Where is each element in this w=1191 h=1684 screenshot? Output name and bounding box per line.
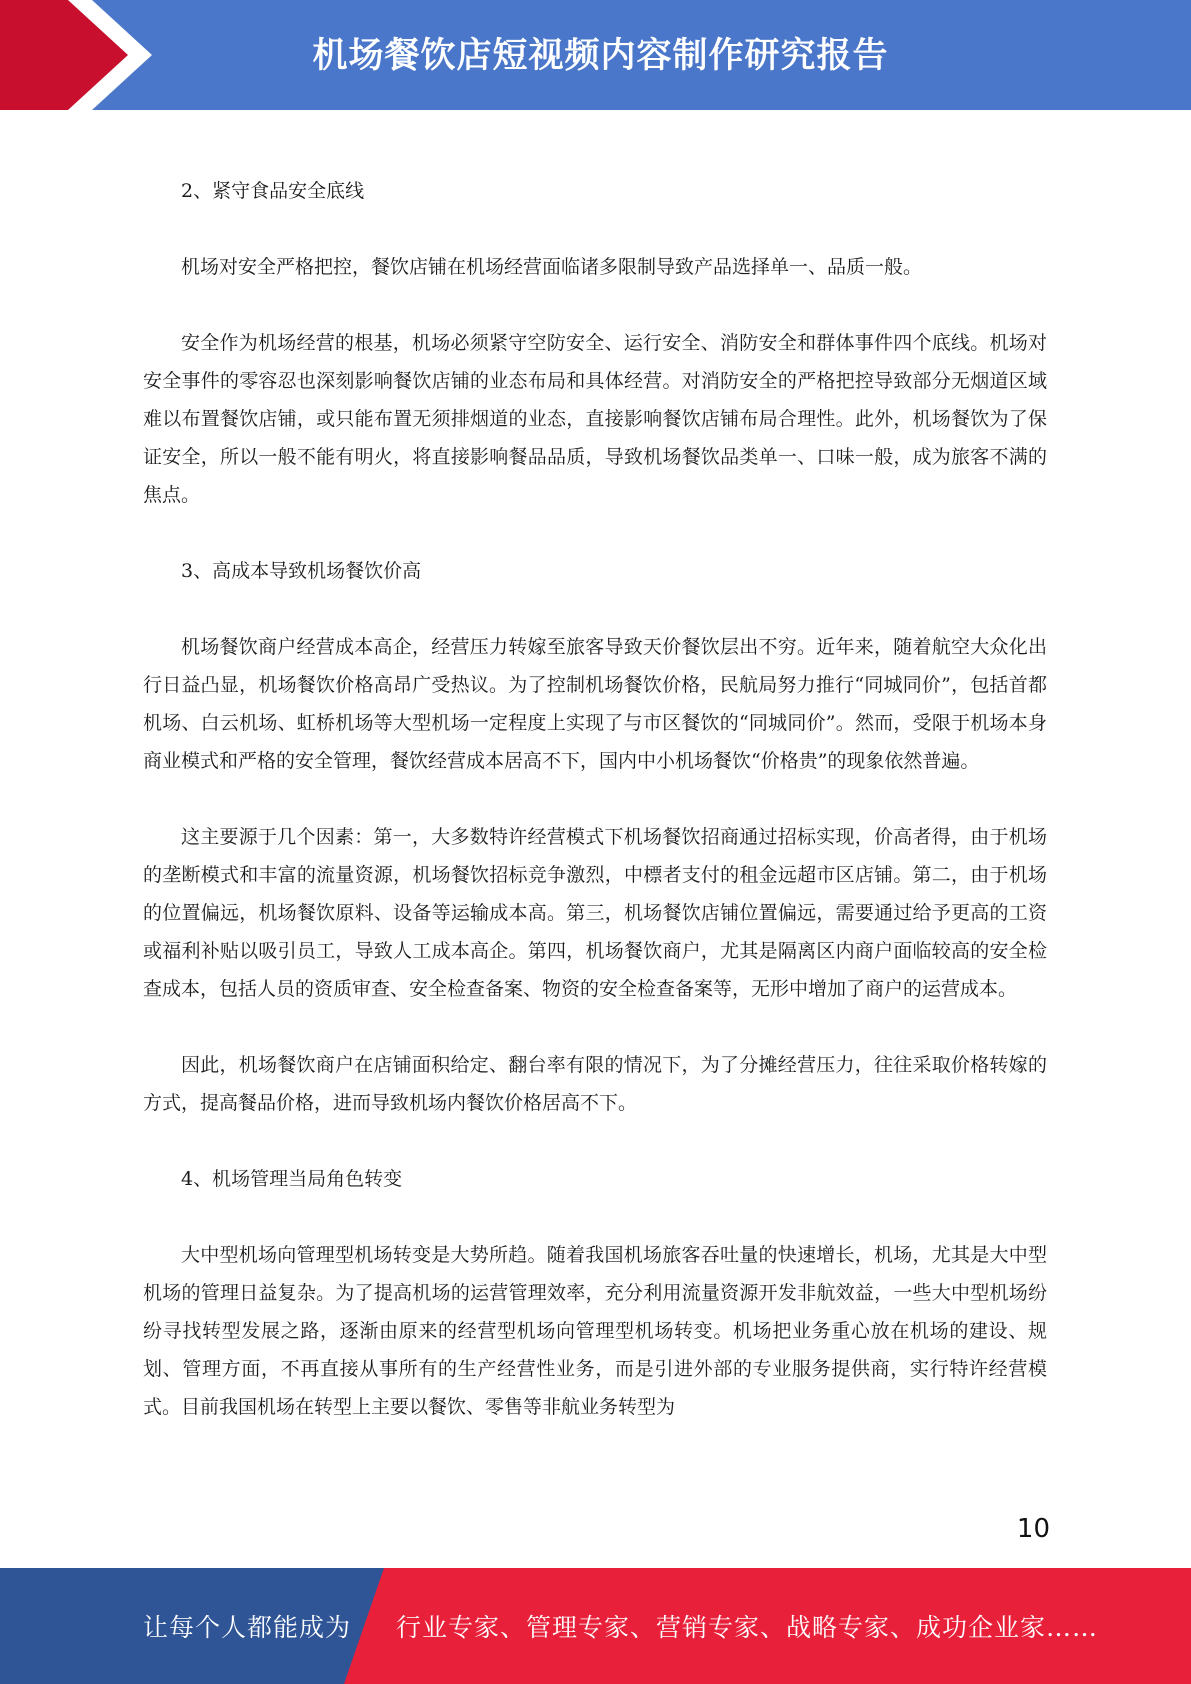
body-paragraph: 大中型机场向管理型机场转变是大势所趋。随着我国机场旅客吞吐量的快速增长，机场，尤其是大中型机场的管理日益复杂。为了提高机场的运营管理效率，充分利用流量资源开发非航效益，一些大中型机场纷纷寻找转型发展之路，逐渐由原来的经营型机场向管理型机场转变。机场把业务重心放在机场的建设、规划、管理方面，不再直接从事所有的生产经营性业务，而是引进外部的专业服务提供商，实行特许经营模式。目前我国机场在转型上主要以餐饮、零售等非航业务转型为: [143, 1244, 1047, 1418]
section-heading-role-change: 4、机场管理当局角色转变: [181, 1168, 403, 1190]
body-paragraph: 安全作为机场经营的根基，机场必须紧守空防安全、运行安全、消防安全和群体事件四个底线。机场对安全事件的零容忍也深刻影响餐饮店铺的业态布局和具体经营。对消防安全的严格把控导致部分无烟道区域难以布置餐饮店铺，或只能布置无须排烟道的业态，直接影响餐饮店铺布局合理性。此外，机场餐饮为了保证安全，所以一般不能有明火，将直接影响餐品品质，导致机场餐饮品类单一、口味一般，成为旅客不满的焦点。: [143, 332, 1047, 506]
body-paragraph: 这主要源于几个因素：第一，大多数特许经营模式下机场餐饮招商通过招标实现，价高者得，由于机场的垄断模式和丰富的流量资源，机场餐饮招标竞争激烈，中標者支付的租金远超市区店铺。第二，由于机场的位置偏远，机场餐饮原料、设备等运输成本高。第三，机场餐饮店铺位置偏远，需要通过给予更高的工资或福利补贴以吸引员工，导致人工成本高企。第四，机场餐饮商户，尤其是隔离区内商户面临较高的安全检查成本，包括人员的资质审查、安全检查备案、物资的安全检查备案等，无形中增加了商户的运营成本。: [143, 826, 1047, 1000]
body-paragraph: 因此，机场餐饮商户在店铺面积给定、翻台率有限的情况下，为了分摊经营压力，往往采取价格转嫁的方式，提高餐品价格，进而导致机场内餐饮价格居高不下。: [143, 1054, 1047, 1114]
page-header: [0, 0, 1191, 110]
footer-slogan-right: 行业专家、管理专家、营销专家、战略专家、成功企业家……: [396, 1613, 1099, 1642]
footer-slogan-left: 让每个人都能成为: [143, 1613, 352, 1642]
report-title: 机场餐饮店短视频内容制作研究报告: [312, 36, 889, 76]
body-paragraph: 机场餐饮商户经营成本高企，经营压力转嫁至旅客导致天价餐饮层出不穷。近年来，随着航空大众化出行日益凸显，机场餐饮价格高昂广受热议。为了控制机场餐饮价格，民航局努力推行“同城同价”，包括首都机场、白云机场、虹桥机场等大型机场一定程度上实现了与市区餐饮的“同城同价”。然而，受限于机场本身商业模式和严格的安全管理，餐饮经营成本居高不下，国内中小机场餐饮“价格贵”的现象依然普遍。: [143, 636, 1047, 772]
body-paragraph: 机场对安全严格把控，餐饮店铺在机场经营面临诸多限制导致产品选择单一、品质一般。: [181, 256, 923, 278]
page-number: 10: [1016, 1514, 1050, 1544]
page-footer: [0, 1568, 1191, 1684]
document-body: [143, 172, 1047, 1426]
section-heading-food-safety: 2、紧守食品安全底线: [181, 180, 365, 202]
section-heading-high-cost: 3、高成本导致机场餐饮价高: [181, 560, 422, 582]
